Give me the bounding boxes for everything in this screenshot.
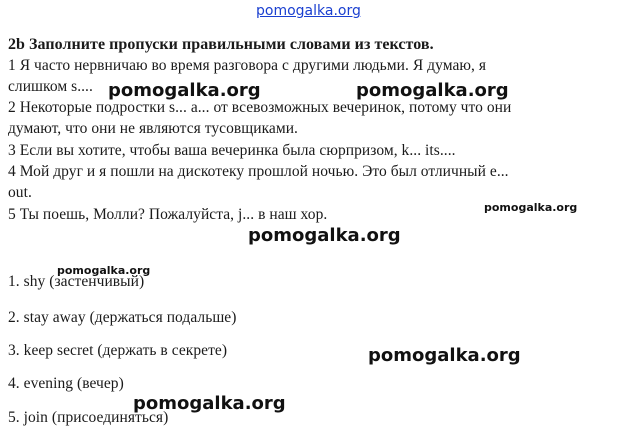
exercise-line-2-cont: думают, что они не являются тусовщиками.	[8, 120, 298, 137]
exercise-line-1: 1 Я часто нервничаю во время разговора с другими людьми. Я думаю, я	[8, 57, 487, 74]
watermark-5: pomogalka.org	[57, 264, 151, 277]
watermark-3: pomogalka.org	[484, 201, 578, 214]
exercise-line-5: 5 Ты поешь, Молли? Пожалуйста, j... в наш хор.	[8, 206, 328, 223]
answer-1: 1. shy (застенчивый)	[8, 273, 145, 290]
watermark-6: pomogalka.org	[368, 345, 521, 366]
exercise-line-3: 3 Если вы хотите, чтобы ваша вечеринка была сюрпризом, k... its....	[8, 142, 456, 159]
watermark-7: pomogalka.org	[133, 393, 286, 414]
exercise-title: 2b Заполните пропуски правильными словами из текстов.	[8, 36, 434, 53]
watermark-top-link: pomogalka.org	[256, 3, 361, 19]
exercise-line-4-cont: out.	[8, 184, 32, 201]
watermark-4: pomogalka.org	[248, 225, 401, 246]
watermark-1: pomogalka.org	[108, 80, 261, 101]
answer-2: 2. stay away (держаться подальше)	[8, 309, 237, 326]
answer-3: 3. keep secret (держать в секрете)	[8, 342, 228, 359]
answer-5: 5. join (присоединяться)	[8, 409, 169, 426]
exercise-line-2: 2 Некоторые подростки s... a... от всевозможных вечеринок, потому что они	[8, 99, 512, 116]
exercise-line-1-cont: слишком s....	[8, 78, 93, 95]
answer-4: 4. evening (вечер)	[8, 375, 124, 392]
exercise-line-4: 4 Мой друг и я пошли на дискотеку прошлой ночью. Это был отличный e...	[8, 163, 509, 180]
watermark-2: pomogalka.org	[356, 80, 509, 101]
